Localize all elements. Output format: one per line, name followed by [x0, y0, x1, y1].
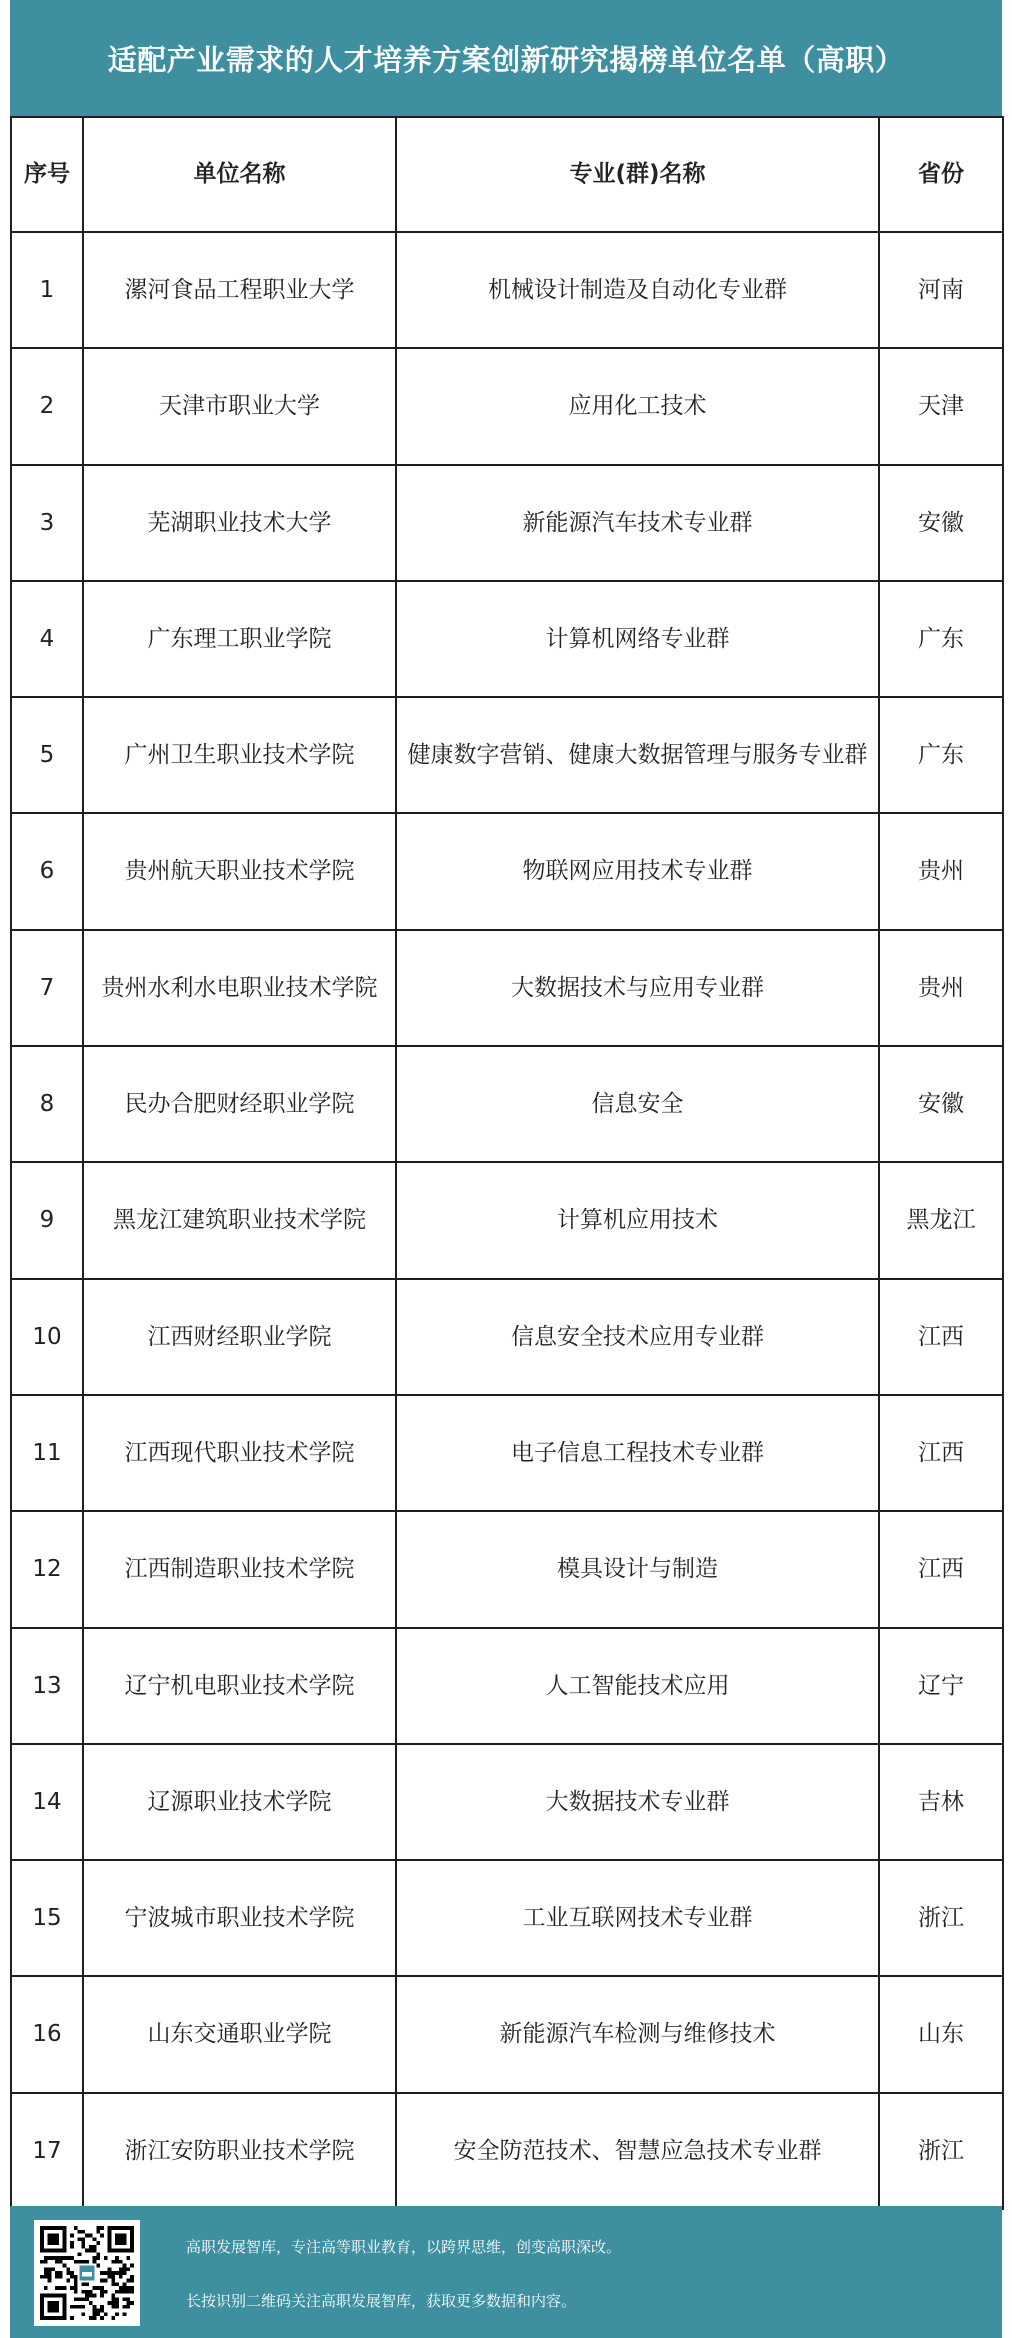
table-row — [11, 697, 1003, 813]
table-row — [11, 2093, 1003, 2209]
cell-index: 7 — [11, 930, 83, 1046]
header-major: 专业(群)名称 — [396, 117, 879, 232]
cell-index: 11 — [11, 1395, 83, 1511]
cell-major: 信息安全 — [396, 1046, 879, 1162]
cell-province: 浙江 — [879, 2093, 1003, 2209]
cell-unit: 宁波城市职业技术学院 — [83, 1860, 396, 1976]
cell-index: 13 — [11, 1628, 83, 1744]
table-row — [11, 930, 1003, 1046]
table-row — [11, 813, 1003, 929]
cell-unit: 江西制造职业技术学院 — [83, 1511, 396, 1627]
cell-major: 模具设计与制造 — [396, 1511, 879, 1627]
cell-unit: 广东理工职业学院 — [83, 581, 396, 697]
cell-unit: 辽宁机电职业技术学院 — [83, 1628, 396, 1744]
qr-code-icon — [34, 2220, 140, 2326]
table-row — [11, 581, 1003, 697]
cell-major: 大数据技术专业群 — [396, 1744, 879, 1860]
cell-unit: 黑龙江建筑职业技术学院 — [83, 1162, 396, 1278]
cell-index: 2 — [11, 348, 83, 464]
footer — [10, 2206, 1002, 2338]
cell-index: 4 — [11, 581, 83, 697]
cell-unit: 民办合肥财经职业学院 — [83, 1046, 396, 1162]
cell-province: 贵州 — [879, 930, 1003, 1046]
cell-index: 5 — [11, 697, 83, 813]
cell-major: 计算机应用技术 — [396, 1162, 879, 1278]
header-unit: 单位名称 — [83, 117, 396, 232]
cell-index: 12 — [11, 1511, 83, 1627]
cell-unit: 辽源职业技术学院 — [83, 1744, 396, 1860]
table-row — [11, 1046, 1003, 1162]
table-row — [11, 348, 1003, 464]
cell-province: 江西 — [879, 1395, 1003, 1511]
cell-major: 安全防范技术、智慧应急技术专业群 — [396, 2093, 879, 2209]
table-row — [11, 1744, 1003, 1860]
cell-index: 3 — [11, 465, 83, 581]
table-row — [11, 465, 1003, 581]
cell-unit: 山东交通职业学院 — [83, 1976, 396, 2092]
cell-major: 信息安全技术应用专业群 — [396, 1279, 879, 1395]
page-title: 适配产业需求的人才培养方案创新研究揭榜单位名单（高职） — [107, 42, 905, 77]
table-body — [11, 232, 1003, 2209]
cell-major: 新能源汽车检测与维修技术 — [396, 1976, 879, 2092]
cell-major: 机械设计制造及自动化专业群 — [396, 232, 879, 348]
cell-province: 江西 — [879, 1279, 1003, 1395]
cell-province: 浙江 — [879, 1860, 1003, 1976]
cell-unit: 江西现代职业技术学院 — [83, 1395, 396, 1511]
footer-follow-hint: 长按识别二维码关注高职发展智库，获取更多数据和内容。 — [186, 2292, 577, 2310]
cell-index: 1 — [11, 232, 83, 348]
cell-major: 健康数字营销、健康大数据管理与服务专业群 — [396, 697, 879, 813]
cell-index: 16 — [11, 1976, 83, 2092]
cell-unit: 广州卫生职业技术学院 — [83, 697, 396, 813]
header-index: 序号 — [11, 117, 83, 232]
table-row — [11, 1162, 1003, 1278]
table-row — [11, 1395, 1003, 1511]
cell-major: 物联网应用技术专业群 — [396, 813, 879, 929]
cell-major: 大数据技术与应用专业群 — [396, 930, 879, 1046]
cell-major: 计算机网络专业群 — [396, 581, 879, 697]
cell-unit: 贵州航天职业技术学院 — [83, 813, 396, 929]
qr-code-graphic — [40, 2226, 134, 2320]
cell-province: 辽宁 — [879, 1628, 1003, 1744]
cell-province: 天津 — [879, 348, 1003, 464]
cell-province: 山东 — [879, 1976, 1003, 2092]
table-row — [11, 1628, 1003, 1744]
cell-province: 安徽 — [879, 1046, 1003, 1162]
cell-province: 河南 — [879, 232, 1003, 348]
cell-unit: 浙江安防职业技术学院 — [83, 2093, 396, 2209]
cell-province: 广东 — [879, 697, 1003, 813]
cell-major: 新能源汽车技术专业群 — [396, 465, 879, 581]
cell-unit: 漯河食品工程职业大学 — [83, 232, 396, 348]
table-row — [11, 1279, 1003, 1395]
cell-index: 10 — [11, 1279, 83, 1395]
cell-index: 9 — [11, 1162, 83, 1278]
cell-unit: 江西财经职业学院 — [83, 1279, 396, 1395]
table-row — [11, 232, 1003, 348]
cell-major: 电子信息工程技术专业群 — [396, 1395, 879, 1511]
cell-unit: 贵州水利水电职业技术学院 — [83, 930, 396, 1046]
cell-unit: 天津市职业大学 — [83, 348, 396, 464]
title-bar — [10, 0, 1002, 116]
cell-province: 安徽 — [879, 465, 1003, 581]
cell-major: 应用化工技术 — [396, 348, 879, 464]
cell-major: 人工智能技术应用 — [396, 1628, 879, 1744]
cell-index: 14 — [11, 1744, 83, 1860]
table-header-row — [11, 117, 1003, 232]
unit-list-table — [10, 116, 1004, 2210]
header-province: 省份 — [879, 117, 1003, 232]
cell-province: 贵州 — [879, 813, 1003, 929]
footer-slogan: 高职发展智库，专注高等职业教育，以跨界思维，创变高职深改。 — [186, 2238, 622, 2256]
table-row — [11, 1860, 1003, 1976]
cell-index: 6 — [11, 813, 83, 929]
cell-province: 黑龙江 — [879, 1162, 1003, 1278]
cell-province: 吉林 — [879, 1744, 1003, 1860]
cell-index: 15 — [11, 1860, 83, 1976]
cell-unit: 芜湖职业技术大学 — [83, 465, 396, 581]
cell-index: 17 — [11, 2093, 83, 2209]
table-row — [11, 1976, 1003, 2092]
cell-province: 广东 — [879, 581, 1003, 697]
cell-province: 江西 — [879, 1511, 1003, 1627]
cell-major: 工业互联网技术专业群 — [396, 1860, 879, 1976]
cell-index: 8 — [11, 1046, 83, 1162]
table-row — [11, 1511, 1003, 1627]
